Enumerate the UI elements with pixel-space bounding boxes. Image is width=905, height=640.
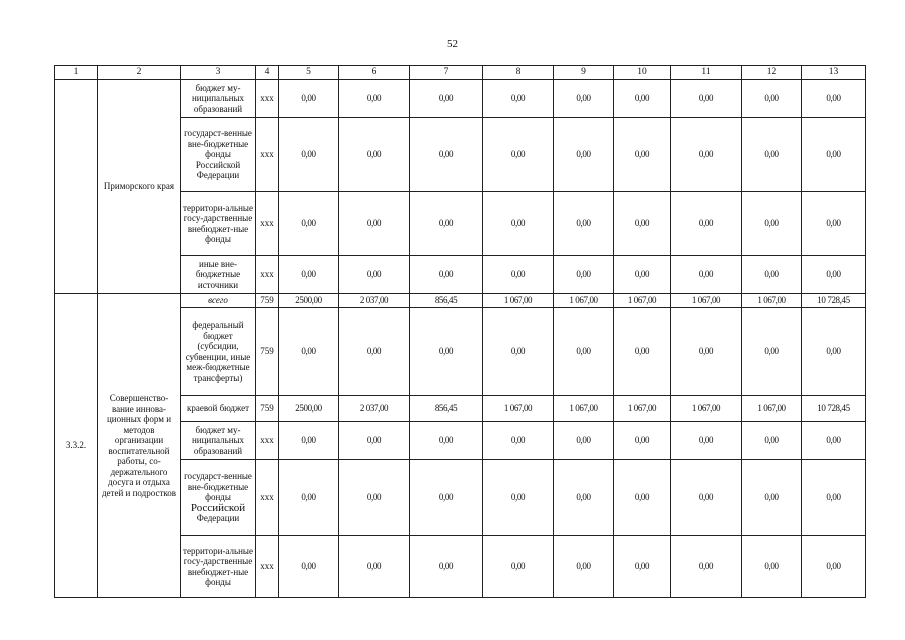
value-cell: 0,00: [483, 422, 554, 460]
code-cell: ххх: [256, 460, 279, 536]
value-cell: 0,00: [614, 460, 671, 536]
value-cell: 0,00: [671, 80, 742, 118]
value-cell: 0,00: [339, 536, 410, 598]
value-cell: 0,00: [742, 308, 802, 396]
budget-table: [54, 65, 866, 598]
funding-source: федеральный бюджет (субсидии, субвенции, иные меж-бюджетные трансферты): [181, 308, 256, 396]
col-header: 3: [181, 66, 256, 80]
value-cell: 2500,00: [279, 294, 339, 308]
value-cell: 0,00: [614, 192, 671, 256]
funding-source-part: государст-венные вне-бюджетные фонды: [184, 471, 252, 503]
code-cell: 759: [256, 308, 279, 396]
value-cell: 0,00: [279, 308, 339, 396]
value-cell: 0,00: [671, 192, 742, 256]
value-cell: 0,00: [279, 422, 339, 460]
value-cell: 0,00: [554, 536, 614, 598]
value-cell: 0,00: [671, 536, 742, 598]
value-cell: 0,00: [802, 118, 866, 192]
value-cell: 1 067,00: [742, 294, 802, 308]
value-cell: 0,00: [554, 80, 614, 118]
value-cell: 0,00: [483, 536, 554, 598]
value-cell: 0,00: [483, 460, 554, 536]
value-cell: 0,00: [802, 460, 866, 536]
value-cell: 0,00: [339, 192, 410, 256]
value-cell: 0,00: [614, 536, 671, 598]
funding-source: территори-альные госу-дарственные внебюджет-ные фонды: [181, 536, 256, 598]
value-cell: 0,00: [410, 536, 483, 598]
value-cell: 0,00: [742, 256, 802, 294]
col-header: 5: [279, 66, 339, 80]
funding-source-part: Федерации: [196, 513, 240, 524]
value-cell: 0,00: [554, 256, 614, 294]
value-cell: 0,00: [742, 118, 802, 192]
program-name-cell: Приморского края: [98, 80, 181, 294]
value-cell: 1 067,00: [614, 396, 671, 422]
code-cell: ххх: [256, 256, 279, 294]
value-cell: 1 067,00: [671, 396, 742, 422]
value-cell: 1 067,00: [671, 294, 742, 308]
value-cell: 0,00: [410, 192, 483, 256]
value-cell: 0,00: [279, 536, 339, 598]
value-cell: 0,00: [671, 256, 742, 294]
index-cell: [55, 80, 98, 294]
code-cell: ххх: [256, 118, 279, 192]
header-row: [55, 66, 866, 80]
code-cell: ххх: [256, 536, 279, 598]
value-cell: 0,00: [802, 256, 866, 294]
value-cell: 2 037,00: [339, 396, 410, 422]
funding-source: [181, 460, 256, 536]
value-cell: 0,00: [554, 460, 614, 536]
value-cell: 0,00: [339, 118, 410, 192]
col-header: 11: [671, 66, 742, 80]
value-cell: 0,00: [614, 80, 671, 118]
value-cell: 0,00: [339, 308, 410, 396]
value-cell: 0,00: [410, 80, 483, 118]
value-cell: 0,00: [614, 118, 671, 192]
col-header: 9: [554, 66, 614, 80]
value-cell: 10 728,45: [802, 294, 866, 308]
value-cell: 0,00: [614, 422, 671, 460]
col-header: 8: [483, 66, 554, 80]
value-cell: 0,00: [554, 192, 614, 256]
value-cell: 0,00: [802, 192, 866, 256]
value-cell: 0,00: [614, 256, 671, 294]
code-cell: ххх: [256, 422, 279, 460]
value-cell: 0,00: [339, 422, 410, 460]
col-header: 4: [256, 66, 279, 80]
value-cell: 2500,00: [279, 396, 339, 422]
value-cell: 1 067,00: [483, 396, 554, 422]
funding-source: бюджет му-ниципальных образований: [181, 422, 256, 460]
value-cell: 0,00: [671, 308, 742, 396]
col-header: 6: [339, 66, 410, 80]
program-name-cell: Совершенство-вание иннова-ционных форм и методов организации воспитательной работы, со-держательного досуга и отдыха детей и подростков: [98, 294, 181, 598]
value-cell: 0,00: [802, 308, 866, 396]
value-cell: 0,00: [339, 256, 410, 294]
value-cell: 0,00: [410, 460, 483, 536]
page-number: 52: [447, 38, 458, 50]
value-cell: 0,00: [339, 80, 410, 118]
value-cell: 0,00: [279, 80, 339, 118]
value-cell: 0,00: [483, 118, 554, 192]
value-cell: 0,00: [802, 80, 866, 118]
index-cell: 3.3.2.: [55, 294, 98, 598]
value-cell: 0,00: [671, 118, 742, 192]
code-cell: 759: [256, 294, 279, 308]
value-cell: 0,00: [742, 80, 802, 118]
value-cell: 0,00: [671, 460, 742, 536]
value-cell: 2 037,00: [339, 294, 410, 308]
value-cell: 0,00: [279, 118, 339, 192]
funding-source: всего: [181, 294, 256, 308]
value-cell: 856,45: [410, 396, 483, 422]
col-header: 7: [410, 66, 483, 80]
funding-source: иные вне-бюджетные источники: [181, 256, 256, 294]
code-cell: ххх: [256, 192, 279, 256]
value-cell: 0,00: [483, 192, 554, 256]
col-header: 1: [55, 66, 98, 80]
value-cell: 1 067,00: [483, 294, 554, 308]
col-header: 12: [742, 66, 802, 80]
col-header: 13: [802, 66, 866, 80]
value-cell: 0,00: [483, 80, 554, 118]
value-cell: 0,00: [410, 118, 483, 192]
value-cell: 0,00: [339, 460, 410, 536]
funding-source: краевой бюджет: [181, 396, 256, 422]
value-cell: 0,00: [410, 308, 483, 396]
funding-source-part: Российской: [190, 501, 246, 514]
value-cell: 0,00: [671, 422, 742, 460]
col-header: 2: [98, 66, 181, 80]
value-cell: 0,00: [742, 192, 802, 256]
value-cell: 1 067,00: [742, 396, 802, 422]
value-cell: 0,00: [483, 308, 554, 396]
code-cell: 759: [256, 396, 279, 422]
value-cell: 0,00: [742, 536, 802, 598]
table-row: [55, 294, 866, 308]
value-cell: 0,00: [279, 460, 339, 536]
funding-source: бюджет му-ниципальных образований: [181, 80, 256, 118]
funding-source: территори-альные госу-дарственные внебюджет-ные фонды: [181, 192, 256, 256]
value-cell: 1 067,00: [614, 294, 671, 308]
value-cell: 0,00: [742, 422, 802, 460]
value-cell: 10 728,45: [802, 396, 866, 422]
value-cell: 0,00: [410, 256, 483, 294]
value-cell: 0,00: [554, 118, 614, 192]
value-cell: 1 067,00: [554, 396, 614, 422]
value-cell: 0,00: [554, 308, 614, 396]
value-cell: 0,00: [614, 308, 671, 396]
value-cell: 0,00: [279, 256, 339, 294]
value-cell: 0,00: [483, 256, 554, 294]
table-row: [55, 80, 866, 118]
value-cell: 0,00: [802, 536, 866, 598]
value-cell: 0,00: [742, 460, 802, 536]
code-cell: ххх: [256, 80, 279, 118]
value-cell: 0,00: [279, 192, 339, 256]
value-cell: 0,00: [554, 422, 614, 460]
funding-source: государст-венные вне-бюджетные фонды Российской Федерации: [181, 118, 256, 192]
col-header: 10: [614, 66, 671, 80]
value-cell: 0,00: [802, 422, 866, 460]
value-cell: 1 067,00: [554, 294, 614, 308]
value-cell: 0,00: [410, 422, 483, 460]
value-cell: 856,45: [410, 294, 483, 308]
